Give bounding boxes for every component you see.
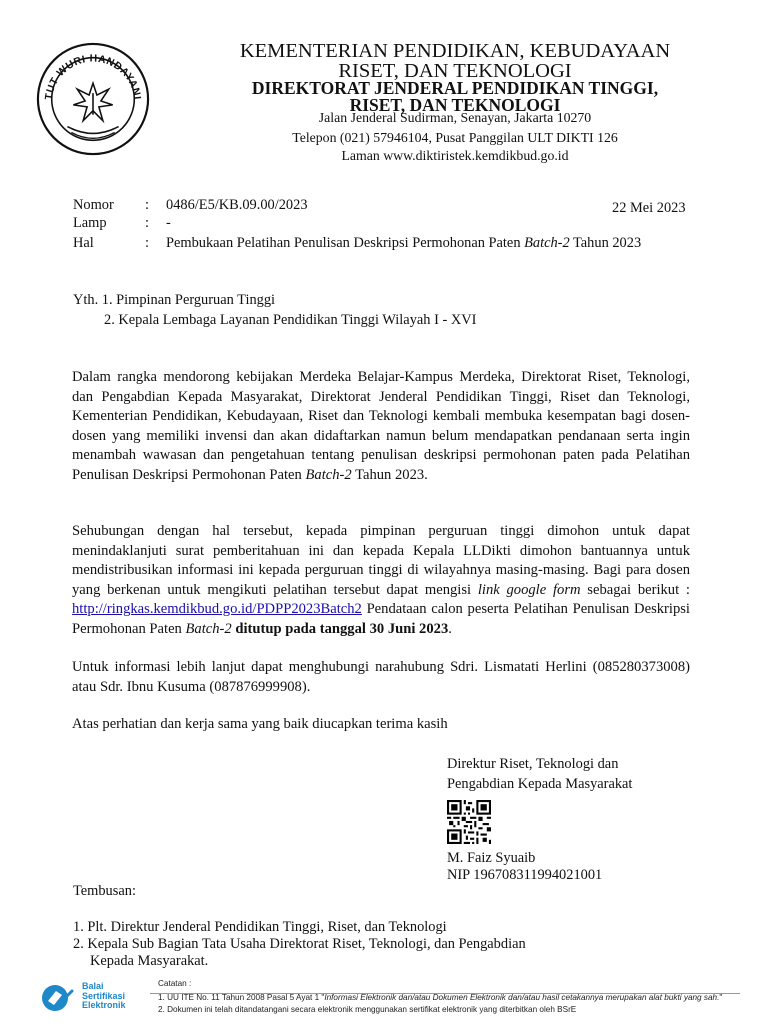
signer-title-1: Direktur Riset, Teknologi dan — [447, 756, 619, 772]
letterhead-phone: Telepon (021) 57946104, Pusat Panggilan ULT DIKTI 126 — [292, 130, 618, 145]
footnote-1 — [158, 992, 722, 1003]
cc-item-2-continued: Kepada Masyarakat. — [90, 953, 209, 969]
bsre-name — [82, 982, 126, 1011]
cc-label: Tembusan: — [73, 883, 136, 899]
directorate-name-line2: RISET, DAN TEKNOLOGI — [349, 95, 561, 115]
qr-code-signature — [447, 800, 491, 844]
paragraph-2-italic-2: Batch-2 — [185, 620, 232, 637]
paragraph-2-text-b: sebagai berikut : — [580, 581, 690, 598]
footnote-1-text-a: 1. UU ITE No. 11 Tahun 2008 Pasal 5 Ayat 1 " — [158, 993, 325, 1002]
lamp-value: - — [166, 215, 171, 231]
footnote-1-text-b: " — [719, 993, 723, 1002]
hal-text-a: Pembukaan Pelatihan Penulisan Deskripsi Permohonan Paten — [166, 235, 525, 251]
google-form-link[interactable]: http://ringkas.kemdikbud.go.id/PDPP2023Batch2 — [72, 601, 362, 618]
recipient-1: Yth. 1. Pimpinan Perguruan Tinggi — [73, 292, 276, 308]
hal-label: Hal — [73, 235, 94, 251]
letterhead-website: Laman www.diktiristek.kemdikbud.go.id — [341, 148, 569, 163]
paragraph-2-text-c: Pendataan calon peserta Pelatihan Penulisan Deskripsi Permohonan Paten — [72, 601, 690, 637]
bsre-line-3: Elektronik — [82, 1000, 126, 1010]
ministry-name-line1: KEMENTERIAN PENDIDIKAN, KEBUDAYAAN — [239, 40, 671, 62]
paragraph-2-italic: link google form — [477, 581, 581, 598]
signer-name: M. Faiz Syuaib — [447, 850, 536, 866]
bsre-logo-icon — [40, 983, 76, 1013]
paragraph-1 — [72, 368, 690, 486]
paragraph-2-text-a: Sehubungan dengan hal tersebut, kepada pimpinan perguruan tinggi dimohon untuk dapat menindaklanjuti surat pemberitahuan ini dan kepada Kepala LLDikti dimohon bantuannya untuk mendistribusikan informasi ini kepada perguruan tinggi di wilayahnya masing-masing. Bagi para dosen yang berkenan untuk mengikuti pelatihan tersebut dapat mengisi — [72, 523, 690, 598]
letterhead-address: Jalan Jenderal Sudirman, Senayan, Jakarta 10270 — [318, 110, 592, 125]
hal-text-b: Tahun 2023 — [569, 235, 642, 251]
letter-date: 22 Mei 2023 — [612, 200, 686, 216]
nomor-label: Nomor — [73, 197, 114, 213]
recipient-2: 2. Kepala Lembaga Layanan Pendidikan Tinggi Wilayah I - XVI — [104, 312, 477, 328]
hal-text-italic: Batch-2 — [524, 235, 570, 251]
signer-title-2: Pengabdian Kepada Masyarakat — [447, 776, 633, 792]
logo-motto: TUT WURI HANDAYANI — [43, 53, 143, 101]
cc-item-2: 2. Kepala Sub Bagian Tata Usaha Direktorat Riset, Teknologi, dan Pengabdian — [73, 936, 526, 952]
paragraph-1-text-b: Tahun 2023. — [351, 466, 428, 483]
lamp-colon: : — [145, 215, 149, 231]
bsre-line-1: Balai — [82, 981, 104, 991]
cc-item-1: 1. Plt. Direktur Jenderal Pendidikan Tinggi, Riset, dan Teknologi — [73, 919, 447, 935]
footnote-title: Catatan : — [158, 979, 192, 988]
footnote-2: 2. Dokumen ini telah ditandatangani secara elektronik menggunakan sertifikat elektronik yang diterbitkan oleh BSrE — [158, 1005, 577, 1014]
tut-wuri-handayani-logo — [34, 40, 152, 158]
signer-nip: NIP 196708311994021001 — [447, 867, 603, 883]
lamp-label: Lamp — [73, 215, 107, 231]
paragraph-1-text-a: Dalam rangka mendorong kebijakan Merdeka Belajar-Kampus Merdeka, Direktorat Riset, Teknologi, dan Pengabdian Kepada Masyarakat, Direktorat Jenderal Pendidikan Tinggi, Riset dan Teknologi, Kementerian Pendidikan, Kebudayaan, Riset dan Teknologi kembali membuka kesempatan bagi dosen-dosen yang memiliki invensi dan akan didaftarkan namun belum mendapatkan pendanaan serta ingin menambah wawasan dan pengetahuan tentang penulisan deskripsi permohonan paten pada Pelatihan Penulisan Deskripsi Permohonan Paten — [72, 369, 690, 483]
hal-value — [166, 234, 641, 253]
paragraph-2 — [72, 522, 690, 640]
deadline-text: ditutup pada tanggal 30 Juni 2023 — [231, 620, 449, 637]
footnote-1-italic: Informasi Elektronik dan/atau Dokumen Elektronik dan/atau hasil cetakannya merupakan alat bukti yang sah. — [324, 993, 720, 1002]
paragraph-3: Untuk informasi lebih lanjut dapat menghubungi narahubung Sdri. Lismatati Herlini (085280373008) atau Sdr. Ibnu Kusuma (087876999908). — [72, 659, 690, 695]
paragraph-4: Atas perhatian dan kerja sama yang baik diucapkan terima kasih — [72, 716, 448, 732]
ministry-name-line2: RISET, DAN TEKNOLOGI — [338, 60, 572, 82]
paragraph-1-italic: Batch-2 — [305, 466, 352, 483]
bsre-line-2: Sertifikasi — [82, 990, 126, 1001]
paragraph-2-text-d: . — [448, 620, 452, 637]
nomor-value: 0486/E5/KB.09.00/2023 — [166, 197, 308, 213]
nomor-colon: : — [145, 197, 149, 213]
hal-colon: : — [145, 235, 149, 251]
directorate-name-line1: DIREKTORAT JENDERAL PENDIDIKAN TINGGI, — [251, 78, 659, 98]
